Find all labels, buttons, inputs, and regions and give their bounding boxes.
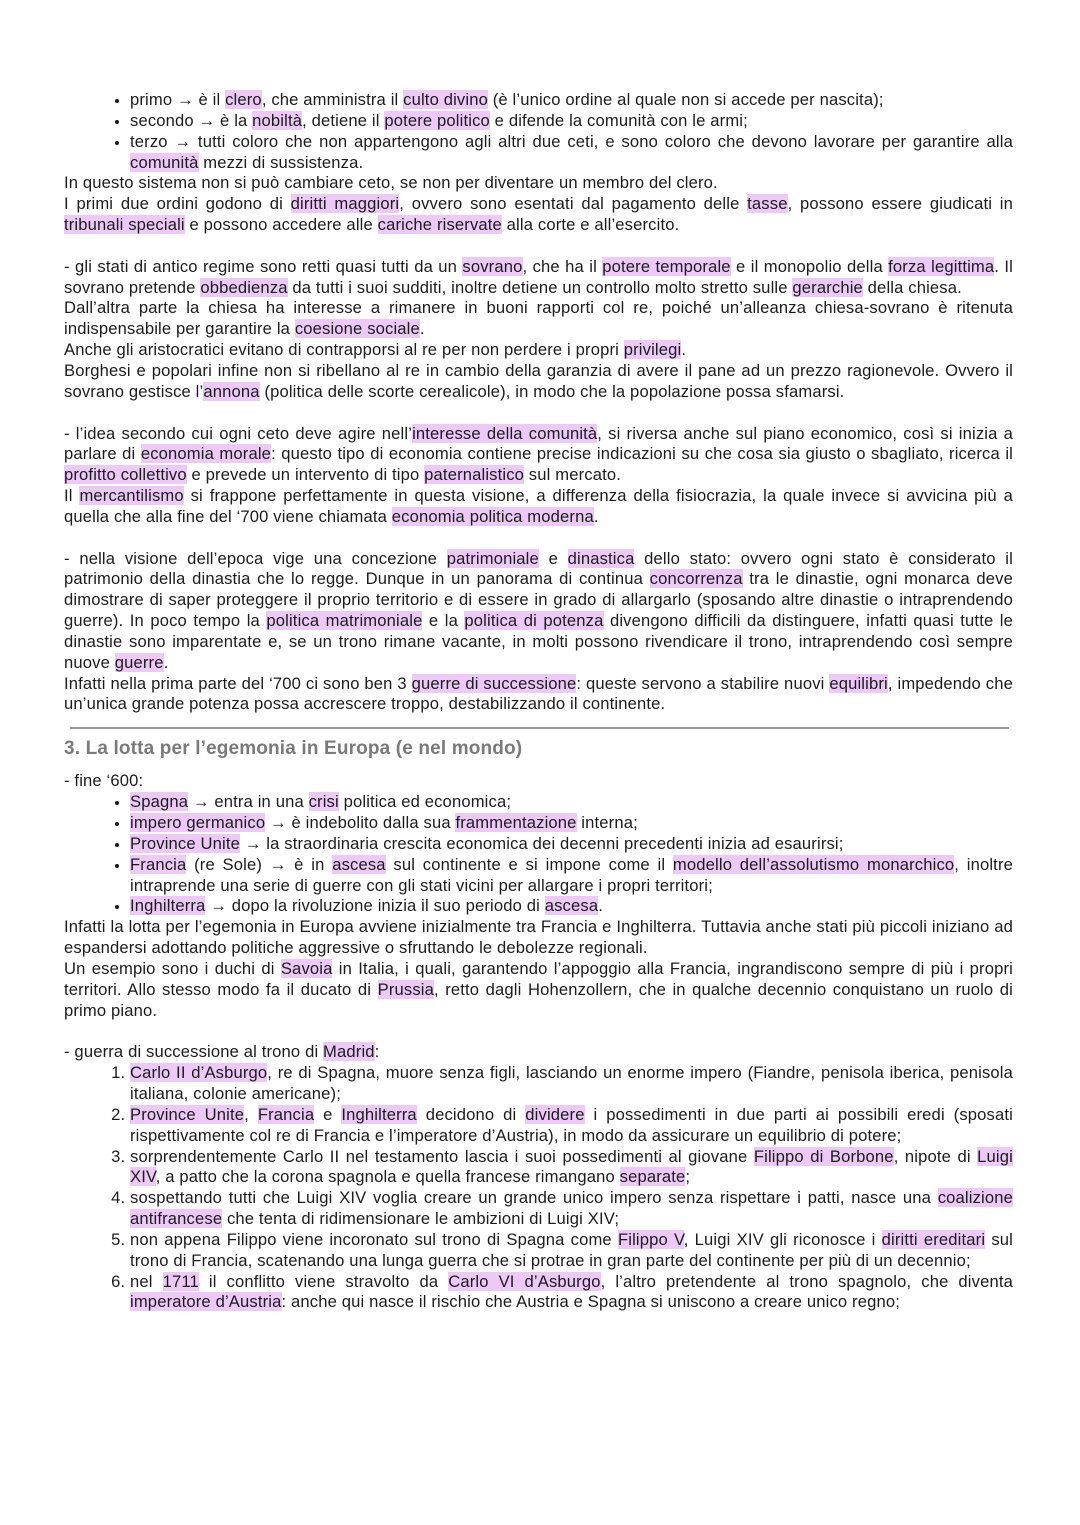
text-run: sospettando tutti che Luigi XIV voglia creare un grande unico impero senza rispettare i patti, nasce una [130,1188,938,1208]
highlighted-term: Inghilterra [341,1104,417,1124]
highlighted-term: Province Unite [130,833,241,853]
list-item [130,1105,1013,1147]
text-run: primo → è il [130,90,226,109]
bullet-list [64,792,1013,917]
text-run: non appena Filippo viene incoronato sul trono di Spagna come [130,1229,618,1249]
highlighted-term: Prussia [377,979,434,999]
text-run: e [538,548,568,568]
paragraph [64,257,1013,299]
text-run: Infatti la lotta per l’egemonia in Europa avviene inizialmente tra Francia e Inghilterra. Tuttavia anche stati più piccoli iniziano ad espandersi adottando politiche aggressive o sfruttando le debolezze regionali. [64,917,1013,958]
list-item [130,1272,1013,1314]
bullet-list [64,90,1013,173]
text-run: , nipote di [893,1146,978,1166]
highlighted-term: Madrid [323,1042,375,1062]
highlighted-term: ascesa [544,896,599,916]
text-run: → entra in una [188,792,309,812]
highlighted-term: Carlo II d’Asburgo [130,1063,268,1083]
paragraph [64,674,1013,716]
paragraph [64,298,1013,340]
paragraph [64,771,1013,792]
text-run: (politica delle scorte cerealicole), in modo che la popolazione possa sfamarsi. [259,381,845,401]
text-run: , inoltre intraprende una serie di guerre con gli stati vicini per allargare i propri territori; [130,854,1013,895]
highlighted-term: concorrenza [649,569,743,589]
highlighted-term: politica matrimoniale [266,611,423,631]
text-run: e [314,1104,342,1124]
text-run: , a patto che la corona spagnola e quella francese rimangano [155,1167,620,1187]
list-item [130,855,1013,897]
highlighted-term: diritti maggiori [290,194,400,214]
text-run: . [163,652,169,672]
highlighted-term: dividere [525,1104,585,1124]
text-run: - guerra di successione al trono di [64,1042,324,1062]
list-item [130,111,1013,132]
list-item [130,1188,1013,1230]
paragraph [64,549,1013,674]
highlighted-term: mercantilismo [79,486,184,506]
text-run: , Luigi XIV gli riconosce i [683,1229,882,1249]
text-run: politica ed economica; [338,792,512,812]
blank-line [64,1021,1013,1042]
text-run: . [681,340,687,360]
text-run: e difende la comunità con le armi; [489,110,748,130]
highlighted-term: tribunali speciali [64,215,185,235]
text-run: , re di Spagna, muore senza figli, lasciando un enorme impero (Fiandre, penisola iberica, penisola italiana, colonie americane); [130,1063,1013,1103]
text-run: dello stato: ovvero ogni stato è considerato il patrimonio della dinastia che lo regge. Dunque in un panorama di continua [64,548,1013,589]
highlighted-term: paternalistico [424,465,525,485]
text-run: : queste servono a stabilire nuovi [576,673,830,693]
highlighted-term: guerre di successione [411,673,577,693]
text-run: . [598,896,603,916]
text-run: che tenta di ridimensionare le ambizioni di Luigi XIV; [222,1209,620,1229]
highlighted-term: potere temporale [602,256,731,276]
highlighted-term: obbedienza [200,277,288,297]
text-run: - l’idea secondo cui ogni ceto deve agire nell’ [64,423,413,443]
list-item [130,1230,1013,1272]
highlighted-term: privilegi [623,340,682,360]
text-run: Anche gli aristocratici evitano di contrapporsi al re per non perdere i propri [64,340,624,360]
text-run: , che ha il [522,256,603,276]
highlighted-term: ascesa [332,854,386,874]
list-item [130,90,1013,111]
highlighted-term: clero [225,90,262,109]
text-run: , l’altro pretendente al trono spagnolo, che diventa [600,1271,1013,1291]
list-item [130,792,1013,813]
text-run: della chiesa. [862,277,962,297]
text-run: e la [422,611,465,631]
highlighted-term: profitto collettivo [64,465,187,485]
text-run: decidono di [416,1104,526,1124]
list-item [130,834,1013,855]
highlighted-term: Filippo di Borbone [753,1146,894,1166]
blank-line [64,528,1013,549]
highlighted-term: politica di potenza [464,611,604,631]
text-run: sul trono di Francia, scatenando una lunga guerra che si protrae in gran parte del continente per più di un decennio; [130,1229,1013,1270]
highlighted-term: Filippo V [617,1229,684,1249]
highlighted-term: separate [619,1167,686,1187]
paragraph [64,340,1013,361]
section-heading: 3. La lotta per l’egemonia in Europa (e nel mondo) [64,738,523,760]
document-page [64,90,1013,1313]
paragraph [64,959,1013,1022]
text-run: in Italia, i quali, garantendo l’appoggio alla Francia, ingrandiscono sempre di più i propri territori. Allo stesso modo fa il ducato di [64,958,1013,999]
text-run: secondo → è la [130,110,253,130]
text-run: alla corte e all’esercito. [501,215,680,235]
highlighted-term: impero germanico [130,813,266,832]
text-run: Un esempio sono i duchi di [64,958,281,978]
text-run: , si riversa anche sul piano economico, così si inizia a parlare di [64,423,1013,464]
text-run: , retto dagli Hohenzollern, che in qualche decennio conquistano un ruolo di primo piano. [64,979,1013,1020]
list-item [130,1147,1013,1189]
text-run: sorprendentemente Carlo II nel testamento lascia i suoi possedimenti al giovane [130,1146,754,1166]
highlighted-term: Savoia [280,958,333,978]
highlighted-term: dinastica [567,548,635,568]
text-run: e possono accedere alle [184,215,378,235]
highlighted-term: Spagna [130,792,189,812]
text-run: terzo → tutti coloro che non appartengono agli altri due ceti, e sono coloro che devono lavorare per garantire alla [130,131,1013,151]
text-run: il conflitto viene stravolto da [198,1271,449,1291]
text-run: sul mercato. [524,465,621,485]
highlighted-term: economia politica moderna [391,506,594,526]
text-run: In questo sistema non si può cambiare ceto, se non per diventare un membro del clero. [64,173,718,193]
text-run: Il [64,486,80,506]
text-run: Infatti nella prima parte del ‘700 ci sono ben 3 [64,673,412,693]
paragraph [64,424,1013,487]
text-run: - nella visione dell’epoca vige una concezione [64,548,447,568]
list-item [130,896,1013,917]
paragraph [64,917,1013,959]
highlighted-term: crisi [308,792,339,812]
blank-line [64,236,1013,257]
highlighted-term: patrimoniale [446,548,539,568]
list-item [130,1063,1013,1105]
paragraph [64,361,1013,403]
highlighted-term: guerre [114,652,164,672]
text-run: Borghesi e popolari infine non si ribellano al re in cambio della garanzia di avere il pane ad un prezzo ragionevole. Ovvero il sovrano gestisce l’ [64,360,1013,401]
text-run: . [593,506,599,526]
text-run: : [374,1042,380,1062]
text-run: nel [130,1271,163,1291]
paragraph [64,173,1013,194]
highlighted-term: interesse della comunità [412,423,598,443]
text-run: (re Sole) → è in [186,854,333,874]
highlighted-term: Francia [130,854,187,874]
text-run: - fine ‘600: [64,771,144,791]
text-run: , [244,1104,258,1124]
highlighted-term: Carlo VI d’Asburgo [448,1271,601,1291]
highlighted-term: sovrano [462,256,523,276]
text-run: , impedendo che un’unica grande potenza possa accrescere troppo, destabilizzando il continente. [64,673,1013,714]
text-run: , possono essere giudicati in [787,194,1013,214]
highlighted-term: equilibri [829,673,888,693]
text-run: da tutti i suoi sudditi, inoltre detiene un controllo molto stretto sulle [287,277,793,297]
highlighted-term: potere politico [384,110,490,130]
highlighted-term: Inghilterra [130,896,206,916]
highlighted-term: Luigi XIV [130,1146,1013,1187]
paragraph [64,194,1013,236]
highlighted-term: modello dell’assolutismo monarchico [672,854,955,874]
highlighted-term: Province Unite [130,1104,245,1124]
text-run: si frappone perfettamente in questa visione, a differenza della fisiocrazia, la quale invece si avvicina più a quella che alla fine del ‘700 viene chiamata [64,486,1013,526]
text-run: Dall’altra parte la chiesa ha interesse a rimanere in buoni rapporti col re, poiché un’alleanza chiesa-sovrano è ritenuta indispensabile per garantire la [64,298,1013,339]
text-run: ; [685,1167,691,1187]
text-run: (è l’unico ordine al quale non si accede per nascita); [487,90,884,109]
text-run: . [419,319,425,339]
highlighted-term: Francia [257,1104,315,1124]
highlighted-term: coalizione antifrancese [130,1188,1013,1229]
highlighted-term: 1711 [162,1271,199,1291]
section-divider [70,727,1009,729]
text-run: , che amministra il [261,90,404,109]
highlighted-term: diritti ereditari [881,1229,986,1249]
text-run: sul continente e si impone come il [385,854,673,874]
highlighted-term: gerarchie [792,277,863,297]
text-run: → dopo la rivoluzione inizia il suo periodo di [205,896,545,916]
text-run: : anche qui nasce il rischio che Austria e Spagna si uniscono a creare unico regno; [281,1292,900,1312]
highlighted-term: nobiltà [252,110,303,130]
highlighted-term: annona [203,381,260,401]
text-run: mezzi di sussistenza. [198,152,364,172]
highlighted-term: coesione sociale [294,319,420,339]
text-run: divengono difficili da distinguere, infatti quasi tutte le dinastie sono imparentate e, se un trono rimane vacante, in molti possono rivendicare il trono, intraprendendo così sempre nuove [64,611,1013,672]
list-item [130,813,1013,834]
paragraph [64,1042,1013,1063]
paragraph [64,486,1013,528]
highlighted-term: comunità [130,152,199,172]
highlighted-term: forza legittima [888,256,995,276]
text-run: : questo tipo di economia contiene precise indicazioni su che cosa sia giusto o sbagliato, ricerca il [271,444,1014,464]
highlighted-term: imperatore d’Austria [130,1292,282,1312]
text-run: i possedimenti in due parti ai possibili eredi (sposati rispettivamente col re di Francia e l’imperatore d’Austria), in modo da assicurare un equilibrio di potere; [130,1104,1013,1145]
highlighted-term: tasse [747,194,788,214]
text-run: → è indebolito dalla sua [265,813,456,832]
numbered-list [64,1063,1013,1313]
highlighted-term: economia morale [140,444,272,464]
highlighted-term: culto divino [403,90,488,109]
text-run: e prevede un intervento di tipo [186,465,425,485]
blank-line [64,403,1013,424]
highlighted-term: cariche riservate [377,215,502,235]
text-run: , ovvero sono esentati dal pagamento delle [399,194,748,214]
text-run: e il monopolio della [730,256,889,276]
text-run: - gli stati di antico regime sono retti quasi tutti da un [64,256,463,276]
text-run: , detiene il [302,110,385,130]
text-run: I primi due ordini godono di [64,194,291,214]
text-run: . Il sovrano pretende [64,256,1013,297]
list-item [130,132,1013,174]
text-run: tra le dinastie, ogni monarca deve dimostrare di saper proteggere il proprio territorio e di essere in grado di allargarlo (sposando altre dinastie o intraprendendo guerre). In poco tempo la [64,569,1013,631]
text-run: → la straordinaria crescita economica dei decenni precedenti inizia ad esaurirsi; [240,833,844,853]
text-run: interna; [576,813,638,832]
highlighted-term: frammentazione [455,813,577,832]
